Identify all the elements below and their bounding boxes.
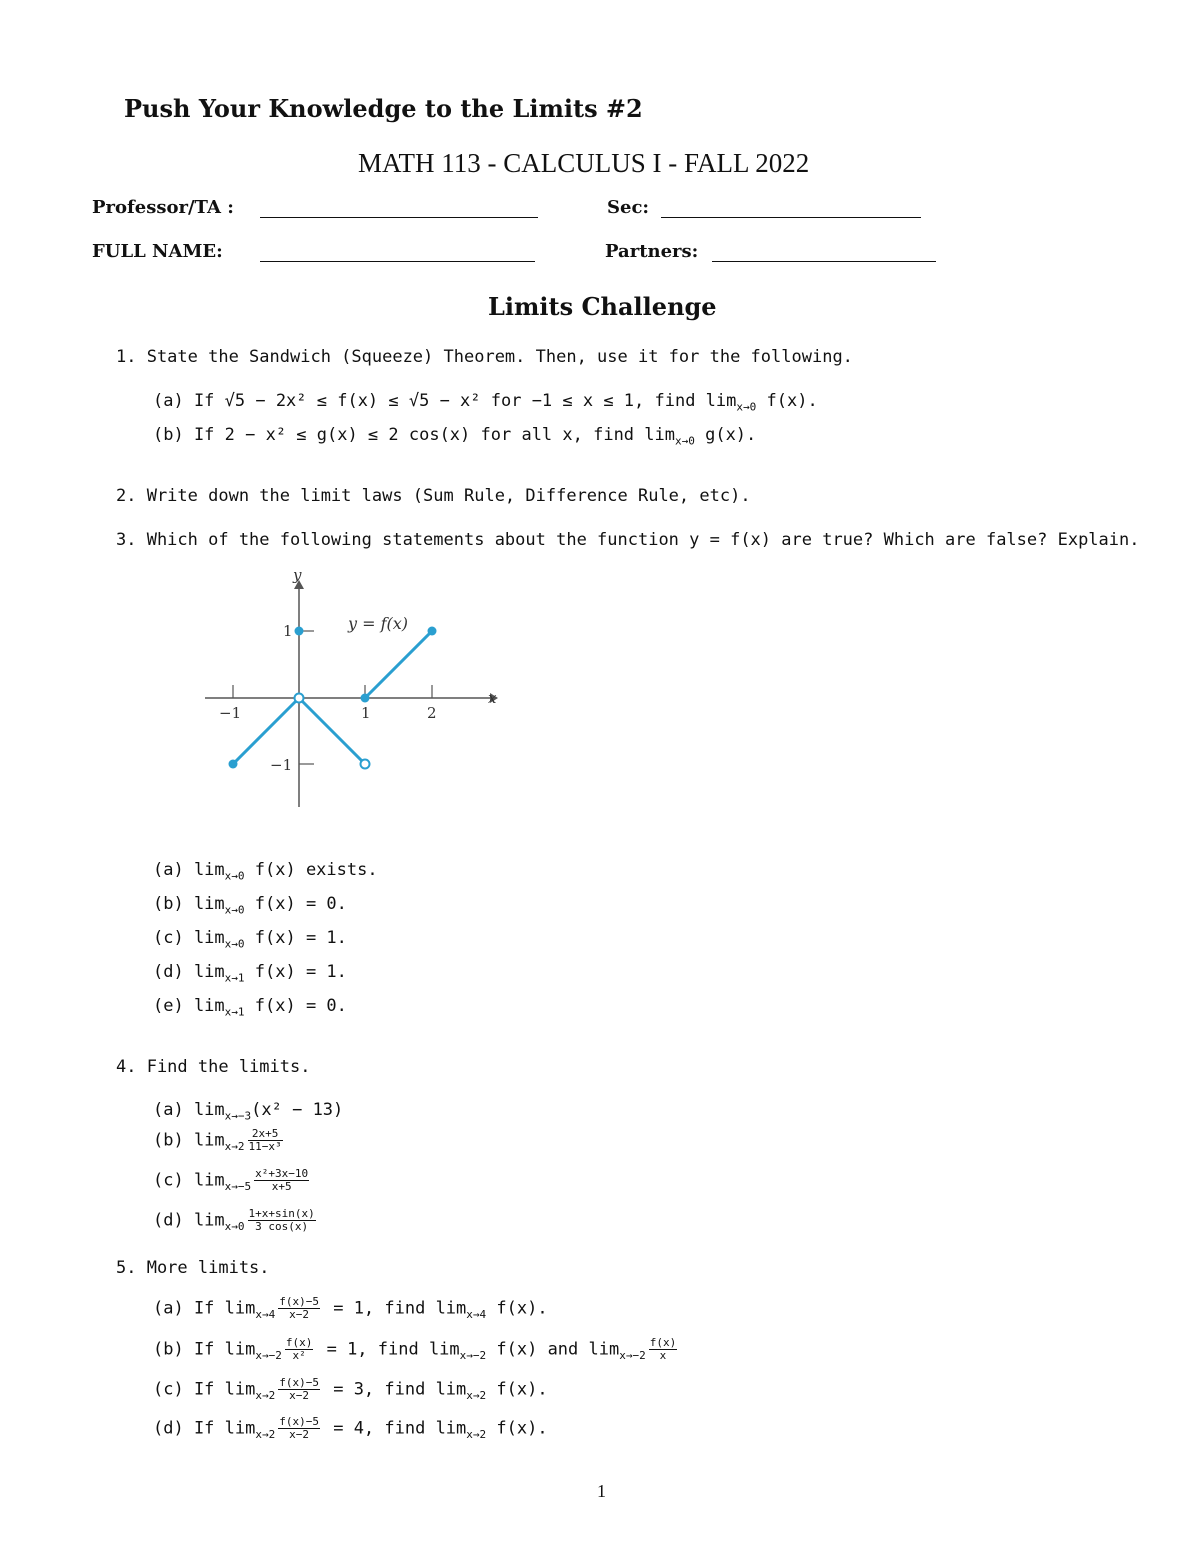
page-number: 1 [597, 1481, 606, 1501]
x-tick-label-neg1: −1 [219, 704, 242, 722]
question-4a: (a) $\lim_{x\to-3}(x^2 - 13)$ [153, 1100, 344, 1123]
sec-label: Sec: [607, 197, 650, 218]
function-graph [195, 565, 515, 815]
y-axis-label: y [293, 566, 302, 584]
question-3: 3. Which of the following statements about the function y = f(x) are true? Which are false? Explain. [116, 530, 1140, 550]
partners-field[interactable] [712, 261, 936, 262]
function-label: y = f(x) [348, 614, 409, 633]
closed-point-2-1 [428, 627, 437, 636]
y-tick-label-neg1: −1 [270, 756, 293, 774]
question-5a: (a) If $\lim_{x\to 4}$ $\frac{f(x)-5}{x-2}$ = 1, find $\lim_{x\to 4} f(x)$. [153, 1295, 548, 1321]
question-3a: (a) $\lim_{x\to 0} f(x)$ exists. [153, 860, 378, 883]
closed-point-1-0 [361, 694, 370, 703]
segment-right [365, 631, 432, 698]
question-4b: (b) $\lim_{x\to 2}$ $\frac{2x+5}{\text{11−x³}}$ [153, 1127, 282, 1153]
course-title: MATH 113 - CALCULUS I - FALL 2022 [358, 148, 810, 178]
open-point-origin [295, 694, 304, 703]
partners-label: Partners: [605, 241, 699, 262]
closed-point-0-1 [295, 627, 304, 636]
question-2: 2. Write down the limit laws (Sum Rule, Difference Rule, etc). [116, 486, 751, 506]
question-5c: (c) If $\lim_{x\to 2}$ $\frac{f(x)-5}{x-2}$ = 3, find $\lim_{x\to 2} f(x)$. [153, 1376, 548, 1402]
x-tick-label-2: 2 [427, 704, 437, 722]
segment-middle [299, 698, 365, 764]
y-tick-label-1: 1 [283, 622, 293, 640]
professor-field[interactable] [260, 217, 538, 218]
question-1a: (a) If √5 − 2x² ≤ f(x) ≤ √5 − x² for −1 ≤ x ≤ 1, find $\lim_{x\to 0} f(x)$. [153, 391, 818, 414]
sec-field[interactable] [661, 217, 921, 218]
question-5d: (d) If $\lim_{x\to 2}$ $\frac{f(x)-5}{x-2}$ = 4, find $\lim_{x\to 2} f(x)$. [153, 1415, 548, 1441]
open-point-1-neg1 [361, 760, 370, 769]
question-1: 1. State the Sandwich (Squeeze) Theorem. Then, use it for the following. [116, 347, 853, 367]
document-title: Push Your Knowledge to the Limits #2 [124, 94, 643, 123]
closed-point-neg1 [229, 760, 238, 769]
section-title: Limits Challenge [488, 292, 717, 321]
question-3e: (e) $\lim_{x\to 1} f(x) = 0$. [153, 996, 347, 1019]
question-3c: (c) $\lim_{x\to 0} f(x) = 1$. [153, 928, 347, 951]
question-5: 5. More limits. [116, 1258, 270, 1278]
x-axis-label: x [488, 689, 497, 707]
question-1b: (b) If 2 − x² ≤ g(x) ≤ 2 cos(x) for all x, find $\lim_{x\to 0} g(x)$. [153, 425, 757, 448]
x-tick-label-1: 1 [361, 704, 371, 722]
question-3d: (d) $\lim_{x\to 1} f(x) = 1$. [153, 962, 347, 985]
full-name-field[interactable] [260, 261, 535, 262]
full-name-label: FULL NAME: [92, 241, 223, 262]
question-4: 4. Find the limits. [116, 1057, 311, 1077]
segment-left [233, 698, 299, 764]
question-4c: (c) $\lim_{x\to-5}$ $\frac{\text{x²+3x−10}}{x+5}$ [153, 1167, 309, 1193]
professor-label: Professor/TA : [92, 197, 234, 218]
question-3b: (b) $\lim_{x\to 0} f(x) = 0$. [153, 894, 347, 917]
question-4d: (d) $\lim_{x\to 0}$ $\frac{1+x+\sin(x)}{3 \cos(x)}$ [153, 1207, 315, 1233]
question-5b: (b) If $\lim_{x\to-2}$ $\frac{f(x)}{\text{x²}}$ = 1, find $\lim_{x\to-2} f(x)$ and $\lim_{x\to-2}$ $\frac{f(x)}{x}$ [153, 1336, 677, 1362]
